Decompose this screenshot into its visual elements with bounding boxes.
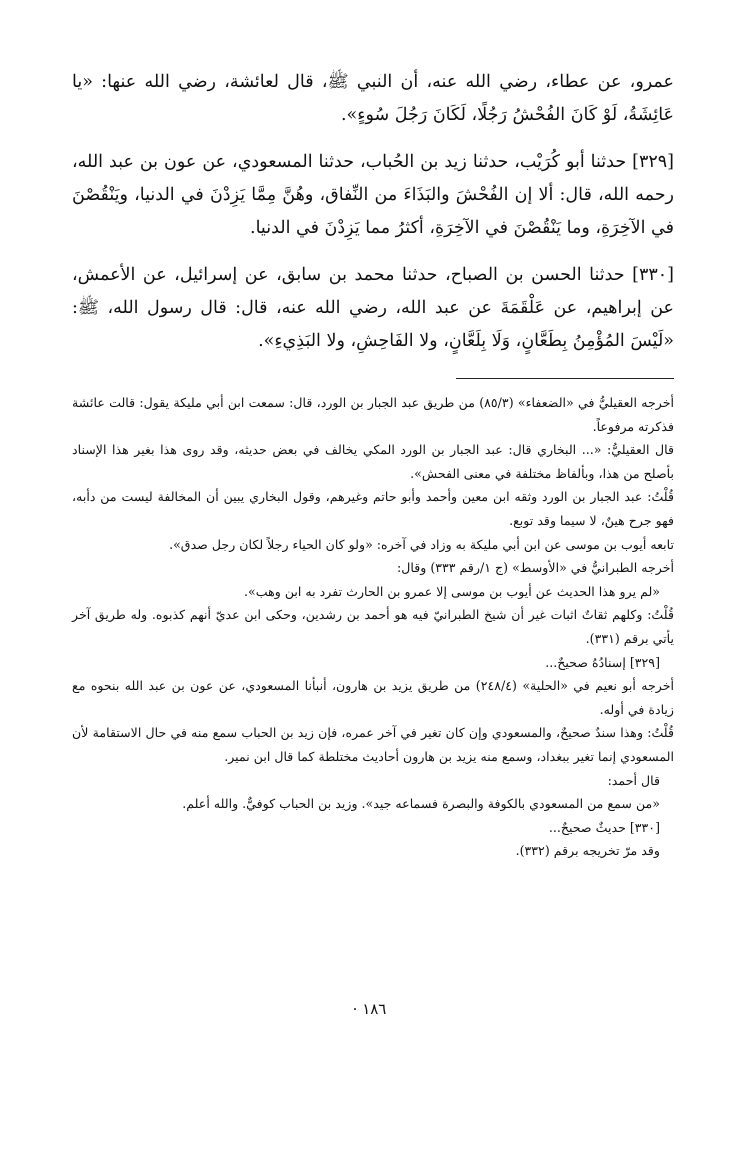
note-paragraph: قال أحمد: [607, 772, 660, 788]
book-page [72, 66, 674, 863]
note-paragraph: قُلْتُ: وهذا سندٌ صحيحٌ، والمسعودي وإن كان تغير في آخر عمره، فإن زيد بن الحباب سمع منه في حال الاستقامة لأن المسعودي إنما تغير ببغداد، وسمع منه يزيد بن هارون أحاديث مختلطة كما قال ابن نمير. [72, 725, 674, 764]
note-paragraph: وقد مرّ تخريجه برقم (٣٣٢). [515, 843, 660, 859]
note-paragraph: أخرجه أبو نعيم في «الحلية» (٢٤٨/٤) من طريق يزيد بن هارون، أنبأنا المسعودي، عن عون بن عبد الله بنحوه مع زيادة في أوله. [72, 678, 674, 717]
note-paragraph: «من سمع من المسعودي بالكوفة والبصرة فسماعه جيد». وزيد بن الحباب كوفيٌّ. والله أعلم. [182, 796, 660, 812]
footnote-divider [456, 378, 674, 379]
note-paragraph: أخرجه العقيليُّ في «الضعفاء» (٨٥/٣) من طريق عبد الجبار بن الورد، قال: سمعت ابن أبي مليكة يقول: قالت عائشة فذكرته مرفوعاً. [72, 395, 674, 434]
page-number: ١٨٦ · [352, 1000, 387, 1018]
paragraph-330: [٣٣٠] حدثنا الحسن بن الصباح، حدثنا محمد بن سابق، عن إسرائيل، عن الأعمش، عن إبراهيم، عن عَلْقَمَةَ عن عبد الله، رضي الله عنه، قال: قال رسول الله، ﷺ: «لَيْسَ المُؤْمِنُ بِطَعَّانٍ، وَلَا بِلَعَّانٍ، ولا الفَاحِشِ، ولا البَذِيءِ». [72, 265, 674, 351]
note-paragraph: قُلْتُ: وكلهم ثقاتٌ اثبات غير أن شيخ الطبرانيّ فيه هو أحمد بن رشدين، وحكى ابن عديّ أنهم كذبوه. وله طريق آخر يأتي برقم (٣٣١). [72, 607, 674, 646]
footnotes [72, 391, 674, 863]
note-paragraph: قال العقيليُّ: «... البخاري قال: عبد الجبار بن الورد المكي يخالف في بعض حديثه، وقد روى هذا بغير هذا الإسناد بأصلح من هذا، وبألفاظ مختلفة في معنى الفحش». [72, 442, 674, 481]
note-paragraph: «لم يرو هذا الحديث عن أيوب بن موسى إلا عمرو بن الحارث تفرد به ابن وهب». [244, 583, 660, 599]
paragraph-hadith-328-end: عمرو، عن عطاء، رضي الله عنه، أن النبي ﷺ، قال لعائشة، رضي الله عنها: «يا عَائِشَةُ، لَوْ كَانَ الفُحْشُ رَجُلًا، لَكَانَ رَجُلَ سُوءٍ». [72, 72, 674, 125]
note-heading-330: [٣٣٠] حديثٌ صحيحٌ... [548, 819, 660, 835]
note-heading-329: [٣٢٩] إسنادُهُ صحيحٌ... [545, 654, 660, 670]
note-paragraph: أخرجه الطبرانيُّ في «الأوسط» (ج ١/رقم ٣٣٣) وقال: [397, 560, 674, 576]
main-text [72, 66, 674, 358]
paragraph-329: [٣٢٩] حدثنا أبو كُرَيْب، حدثنا زيد بن الحُباب، حدثنا المسعودي، عن عون بن عبد الله، رحمه الله، قال: ألا إن الفُحْشَ والبَذَاءَ من النِّفاق، وهُنَّ مِمَّا يَزِدْنَ في الدنيا، ويَنْقُصْنَ في الآخِرَةِ، وما يَنْقُصْنَ في الآخِرَةِ، أكثرُ مما يَزِدْنَ في الدنيا. [72, 152, 674, 238]
note-paragraph: قُلْتُ: عبد الجبار بن الورد وثقه ابن معين وأحمد وأبو حاتم وغيرهم، وقول البخاري يبين أن المخالفة ليست من دأبه، فهو جرح هينٌ، لا سيما وقد توبع. [72, 489, 674, 528]
note-paragraph: تابعه أيوب بن موسى عن ابن أبي مليكة به وزاد في آخره: «ولو كان الحياء رجلاً لكان رجل صدق». [169, 536, 674, 552]
